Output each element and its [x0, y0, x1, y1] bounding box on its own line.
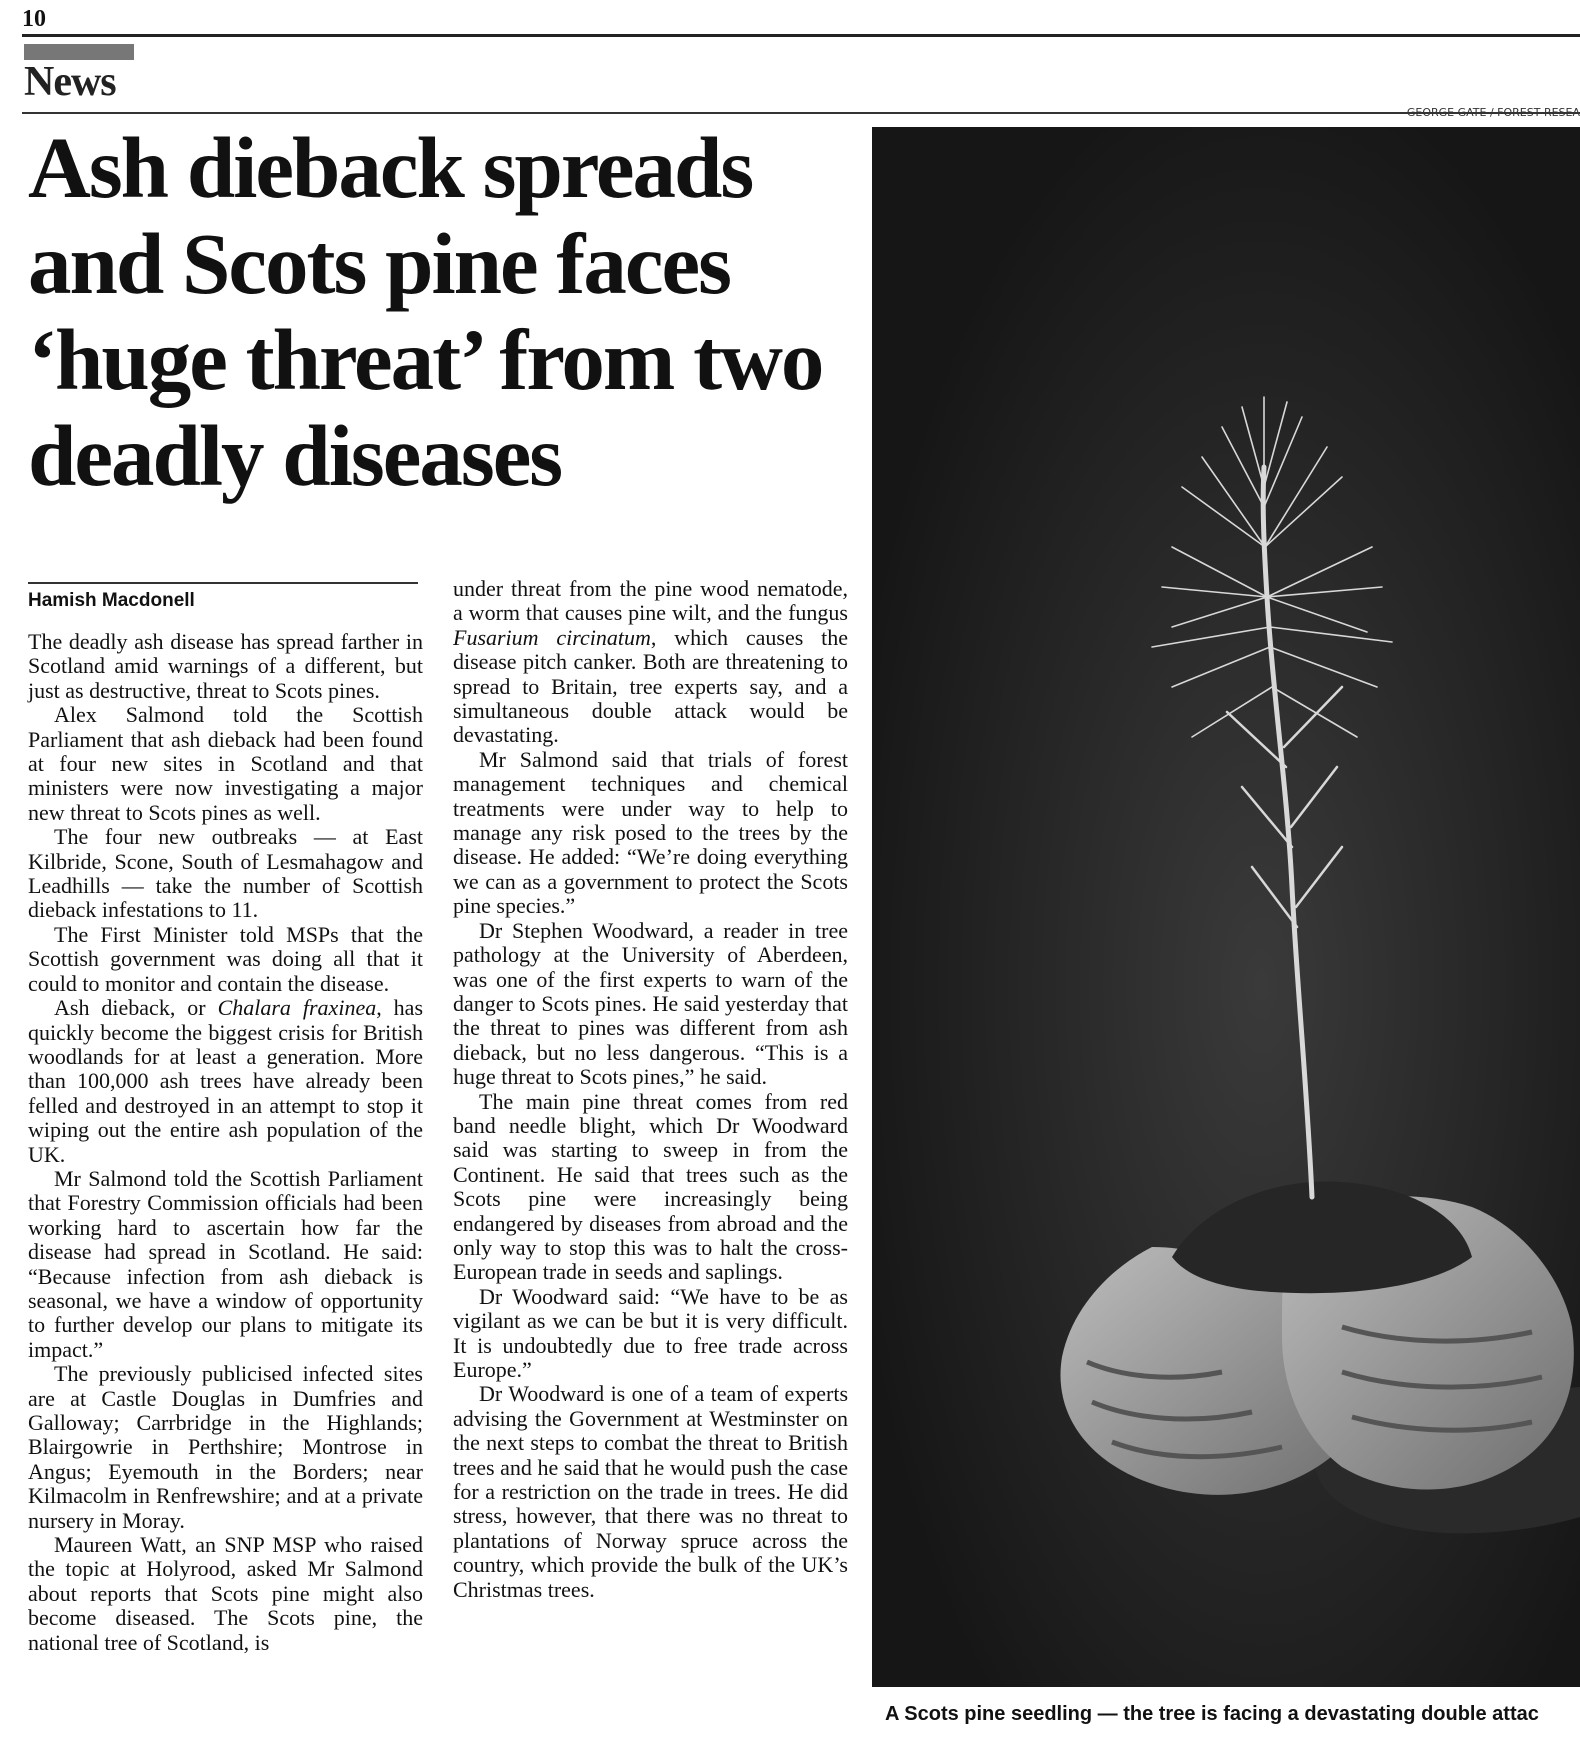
article-paragraph [453, 577, 848, 748]
article-paragraph: The four new outbreaks — at East Kilbride, Scone, South of Lesmahagow and Leadhills — take the number of Scottish dieback infestations to 11. [28, 824, 423, 923]
article-paragraph [28, 996, 423, 1167]
section-label: News [24, 59, 116, 105]
seedling-photo [872, 127, 1580, 1687]
article-paragraph: The First Minister told MSPs that the Scottish government was doing all that it could to monitor and contain the disease. [28, 921, 423, 996]
text-run: , which causes the disease pitch canker. Both are threatening to spread to Britain, tree experts say, and a simultaneous double attack would be devastating. [453, 624, 848, 748]
text-run: under threat from the pine wood nematode, a worm that causes pine wilt, and the fungus [453, 576, 848, 626]
article-paragraph: The previously publicised infected sites are at Castle Douglas in Dumfries and Galloway; Carrbridge in the Highlands; Blairgowrie in Perthshire; Montrose in Angus; Eyemouth in the Borders; near Kilmacolm in Renfrewshire; and at a private nursery in Moray. [28, 1361, 423, 1533]
article-paragraph: Mr Salmond told the Scottish Parliament that Forestry Commission officials had been working hard to ascertain how far the disease had spread in Scotland. He said: “Because infection from ash dieback is seasonal, we have a window of opportunity to further develop our plans to mitigate its impact.” [28, 1165, 423, 1362]
headline: Ash dieback spreads and Scots pine faces ‘huge threat’ from two deadly diseases [28, 119, 823, 504]
photo-caption: A Scots pine seedling — the tree is facing a devastating double attac [885, 1703, 1539, 1725]
text-run: Ash dieback, or [54, 995, 218, 1021]
article-column-1 [28, 630, 423, 1655]
byline: Hamish Macdonell [28, 590, 195, 611]
article-paragraph: Dr Woodward said: “We have to be as vigilant as we can be but it is very difficult. It is undoubtedly due to free trade across Europe.” [453, 1283, 848, 1382]
text-run: , has quickly become the biggest crisis for British woodlands for at least a generation. More than 100,000 ash trees have already been felled and destroyed in an attempt to stop it wiping out the entire ash population of the UK. [28, 995, 424, 1167]
photo-credit: GEORGE GATE / FOREST RESEA [1406, 106, 1580, 119]
article-paragraph: Dr Stephen Woodward, a reader in tree pathology at the University of Aberdeen, was one of the first experts to warn of the danger to Scots pines. He said yesterday that the threat to pines was different from ash dieback, but no less dangerous. “This is a huge threat to Scots pines,” he said. [453, 917, 848, 1090]
seedling-illustration [872, 127, 1580, 1687]
article-paragraph: Alex Salmond told the Scottish Parliament that ash dieback had been found at four new sites in Scotland and that ministers were now investigating a major new threat to Scots pines as well. [28, 702, 423, 825]
article-paragraph: The deadly ash disease has spread farther in Scotland amid warnings of a different, but just as destructive, threat to Scots pines. [28, 629, 423, 703]
article-paragraph: Dr Woodward is one of a team of experts advising the Government at Westminster on the next steps to combat the threat to British trees and he said that he would push the case for a restriction on the trade in trees. He did stress, however, that there was no threat to plantations of Norway spruce across the country, which provide the bulk of the UK’s Christmas trees. [453, 1381, 848, 1602]
page-number: 10 [22, 6, 46, 32]
article-paragraph: Maureen Watt, an SNP MSP who raised the topic at Holyrood, asked Mr Salmond about reports that Scots pine might also become diseased. The Scots pine, the national tree of Scotland, is [28, 1532, 423, 1655]
species-name: Chalara fraxinea [217, 995, 377, 1021]
species-name: Fusarium circinatum [453, 624, 651, 650]
article-paragraph: Mr Salmond said that trials of forest management techniques and chemical treatments were under way to help to manage any risk posed to the trees by the disease. He added: “We’re doing everything we can as a government to protect the Scots pine species.” [453, 746, 848, 919]
article-paragraph: The main pine threat comes from red band needle blight, which Dr Woodward said was starting to sweep in from the Continent. He said that trees such as the Scots pine were increasingly being endangered by diseases from abroad and the only way to stop this was to halt the cross-European trade in seeds and saplings. [453, 1088, 848, 1285]
top-rule [22, 34, 1580, 37]
section-rule [22, 112, 1580, 114]
article-column-2 [453, 577, 848, 1602]
byline-rule [28, 582, 418, 584]
